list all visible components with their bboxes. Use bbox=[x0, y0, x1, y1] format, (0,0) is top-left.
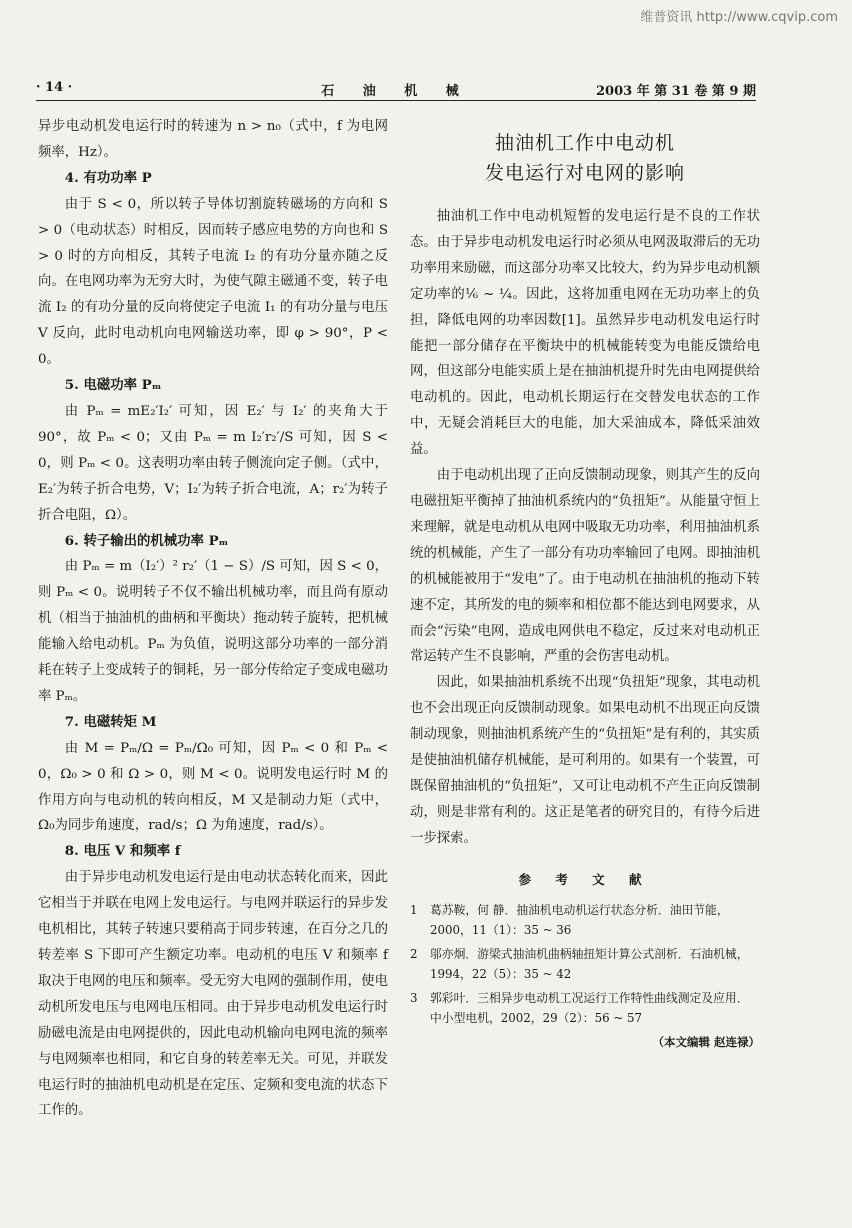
paragraph: 由 M = Pₘ/Ω = Pₘ/Ω₀ 可知，因 Pₘ < 0 和 Pₘ < 0，Ω₀ > 0 和 Ω > 0，则 M < 0。说明发电运行时 M 的作用方向与电动机的转向相反，M 又是制动力矩（式中，Ω₀为同步角速度，rad/s；Ω 为角速度，rad/s）。 bbox=[38, 740, 388, 834]
references-list bbox=[410, 900, 760, 1028]
reference-text: 葛苏鞍，何 静．抽油机电动机运行状态分析．油田节能，2000，11（1）：35 ~ 36 bbox=[430, 902, 729, 937]
reference-item bbox=[410, 988, 760, 1028]
watermark: 维普资讯 http://www.cqvip.com bbox=[640, 10, 838, 25]
journal-name: 石 油 机 械 bbox=[321, 84, 471, 99]
running-header bbox=[36, 76, 756, 100]
section-title-line: 发电运行对电网的影响 bbox=[484, 162, 685, 184]
subsection-heading: 6. 转子输出的机械功率 Pₘ bbox=[64, 532, 229, 549]
reference-number: 2 bbox=[410, 946, 418, 961]
subsection-heading: 8. 电压 V 和频率 f bbox=[64, 843, 181, 860]
reference-item bbox=[410, 900, 760, 940]
paragraph: 抽油机工作中电动机短暂的发电运行是不良的工作状态。由于异步电动机发电运行时必须从电网汲取滞后的无功功率用来励磁，而这部分功率又比较大，约为异步电动机额定功率的⅙ ~ ¼。因此，这将加重电网在无功功率上的负担，降低电网的功率因数[1]。虽然异步电动机发电运行时能把一部分储存在平衡块中的机械能转变为电能反馈给电网，但这部分电能实质上是在抽油机提升时先由电网提供给电动机的。因此，电动机长期运行在交替发电状态的工作中，无疑会消耗巨大的电能，加大采油成本，降低采油效益。 bbox=[410, 209, 760, 458]
paragraph: 由于异步电动机发电运行是由电动状态转化而来，因此它相当于并联在电网上发电运行。与电网并联运行的异步发电机相比，其转子转速只要稍高于同步转速，在百分之几的转差率 S 下即可产生额定功率。电动机的电压 V 和频率 f 取决于电网的电压和频率。受无穷大电网的强制作用，使电动机所发电压与电网电压相同。由于异步电动机发电运行时励磁电流是由电网提供的，因此电动机输向电网电流的频率与电网频率也相同，和它自身的转差率无关。可见，并联发电运行时的抽油机电动机是在定压、定频和变电流的状态下工作的。 bbox=[38, 870, 388, 1119]
paragraph: 由于 S < 0，所以转子导体切割旋转磁场的方向和 S > 0（电动状态）时相反，因而转子感应电势的方向也和 S > 0 时的方向相反，其转子电流 I₂ 的有功分量亦随之反向。在电网功率为无穷大时，为使气隙主磁通不变，转子电流 I₂ 的有功分量的反向将使定子电流 I₁ 的有功分量与电压 V 反向，此时电动机向电网输送功率，即 φ > 90°，P < 0。 bbox=[38, 196, 388, 368]
paragraph: 由 Pₘ = m（I₂′）² r₂′（1 − S）/S 可知，因 S < 0，则 Pₘ < 0。说明转子不仅不输出机械功率，而且尚有原动机（相当于抽油机的曲柄和平衡块）拖动转子旋转，把机械能输入给电动机。Pₘ 为负值，说明这部分功率的一部分消耗在转子上变成转子的铜耗，另一部分传给定子变成电磁功率 Pₘ。 bbox=[38, 559, 388, 704]
editor-note: （本文编辑 赵连禄） bbox=[652, 1034, 760, 1049]
reference-text: 郭彩叶．三相异步电动机工况运行工作特性曲线测定及应用．中小型电机，2002，29（2）：56 ~ 57 bbox=[430, 990, 749, 1025]
references-heading: 参 考 文 献 bbox=[518, 871, 652, 887]
header-rule bbox=[36, 100, 756, 101]
reference-text: 邬亦炯．游梁式抽油机曲柄轴扭矩计算公式剖析．石油机械，1994，22（5）：35 ~ 42 bbox=[430, 946, 749, 981]
subsection-heading: 7. 电磁转矩 M bbox=[64, 713, 157, 730]
paragraph: 因此，如果抽油机系统不出现“负扭矩”现象，其电动机也不会出现正向反馈制动现象。如果电动机不出现正向反馈制动现象，则抽油机系统产生的“负扭矩”是有利的，其实质是使抽油机储存机械能，是可利用的。如果有一个装置，可既保留抽油机的“负扭矩”，又可让电动机不产生正向反馈制动，则是非常有利的。这正是笔者的研究目的，有待今后进一步探索。 bbox=[410, 675, 760, 846]
subsection-heading: 4. 有功功率 P bbox=[64, 169, 152, 186]
page-number: · 14 · bbox=[36, 80, 73, 95]
section-title bbox=[410, 128, 760, 188]
paragraph: 异步电动机发电运行时的转速为 n > n₀（式中，f 为电网频率，Hz）。 bbox=[38, 119, 388, 160]
reference-number: 1 bbox=[410, 902, 418, 917]
right-column bbox=[410, 114, 760, 1052]
left-column bbox=[38, 114, 388, 1124]
section-title-line: 抽油机工作中电动机 bbox=[494, 132, 675, 154]
paragraph: 由于电动机出现了正向反馈制动现象，则其产生的反向电磁扭矩平衡掉了抽油机系统内的“负扭矩”。从能量守恒上来理解，就是电动机从电网中吸取无功功率，利用抽油机系统的机械能，产生了一部分有功功率输回了电网。即抽油机的机械能被用于“发电”了。由于电动机在抽油机的拖动下转速不定，其所发的电的频率和相位都不能达到电网要求，从而会“污染”电网，造成电网供电不稳定，反过来对电动机正常运转产生不良影响，严重的会伤害电动机。 bbox=[410, 468, 760, 665]
reference-number: 3 bbox=[410, 990, 418, 1005]
subsection-heading: 5. 电磁功率 Pₘ bbox=[64, 377, 162, 394]
paragraph: 由 Pₘ = mE₂′I₂′ 可知，因 E₂′ 与 I₂′ 的夹角大于 90°，故 Pₘ < 0；又由 Pₘ = m I₂′r₂′/S 可知，因 S < 0，则 Pₘ < 0。这表明功率由转子侧流向定子侧。（式中，E₂′为转子折合电势，V；I₂′为转子折合电流，A；r₂′为转子折合电阻，Ω）。 bbox=[38, 403, 388, 523]
issue-info: 2003 年 第 31 卷 第 9 期 bbox=[596, 84, 756, 99]
reference-item bbox=[410, 944, 760, 984]
